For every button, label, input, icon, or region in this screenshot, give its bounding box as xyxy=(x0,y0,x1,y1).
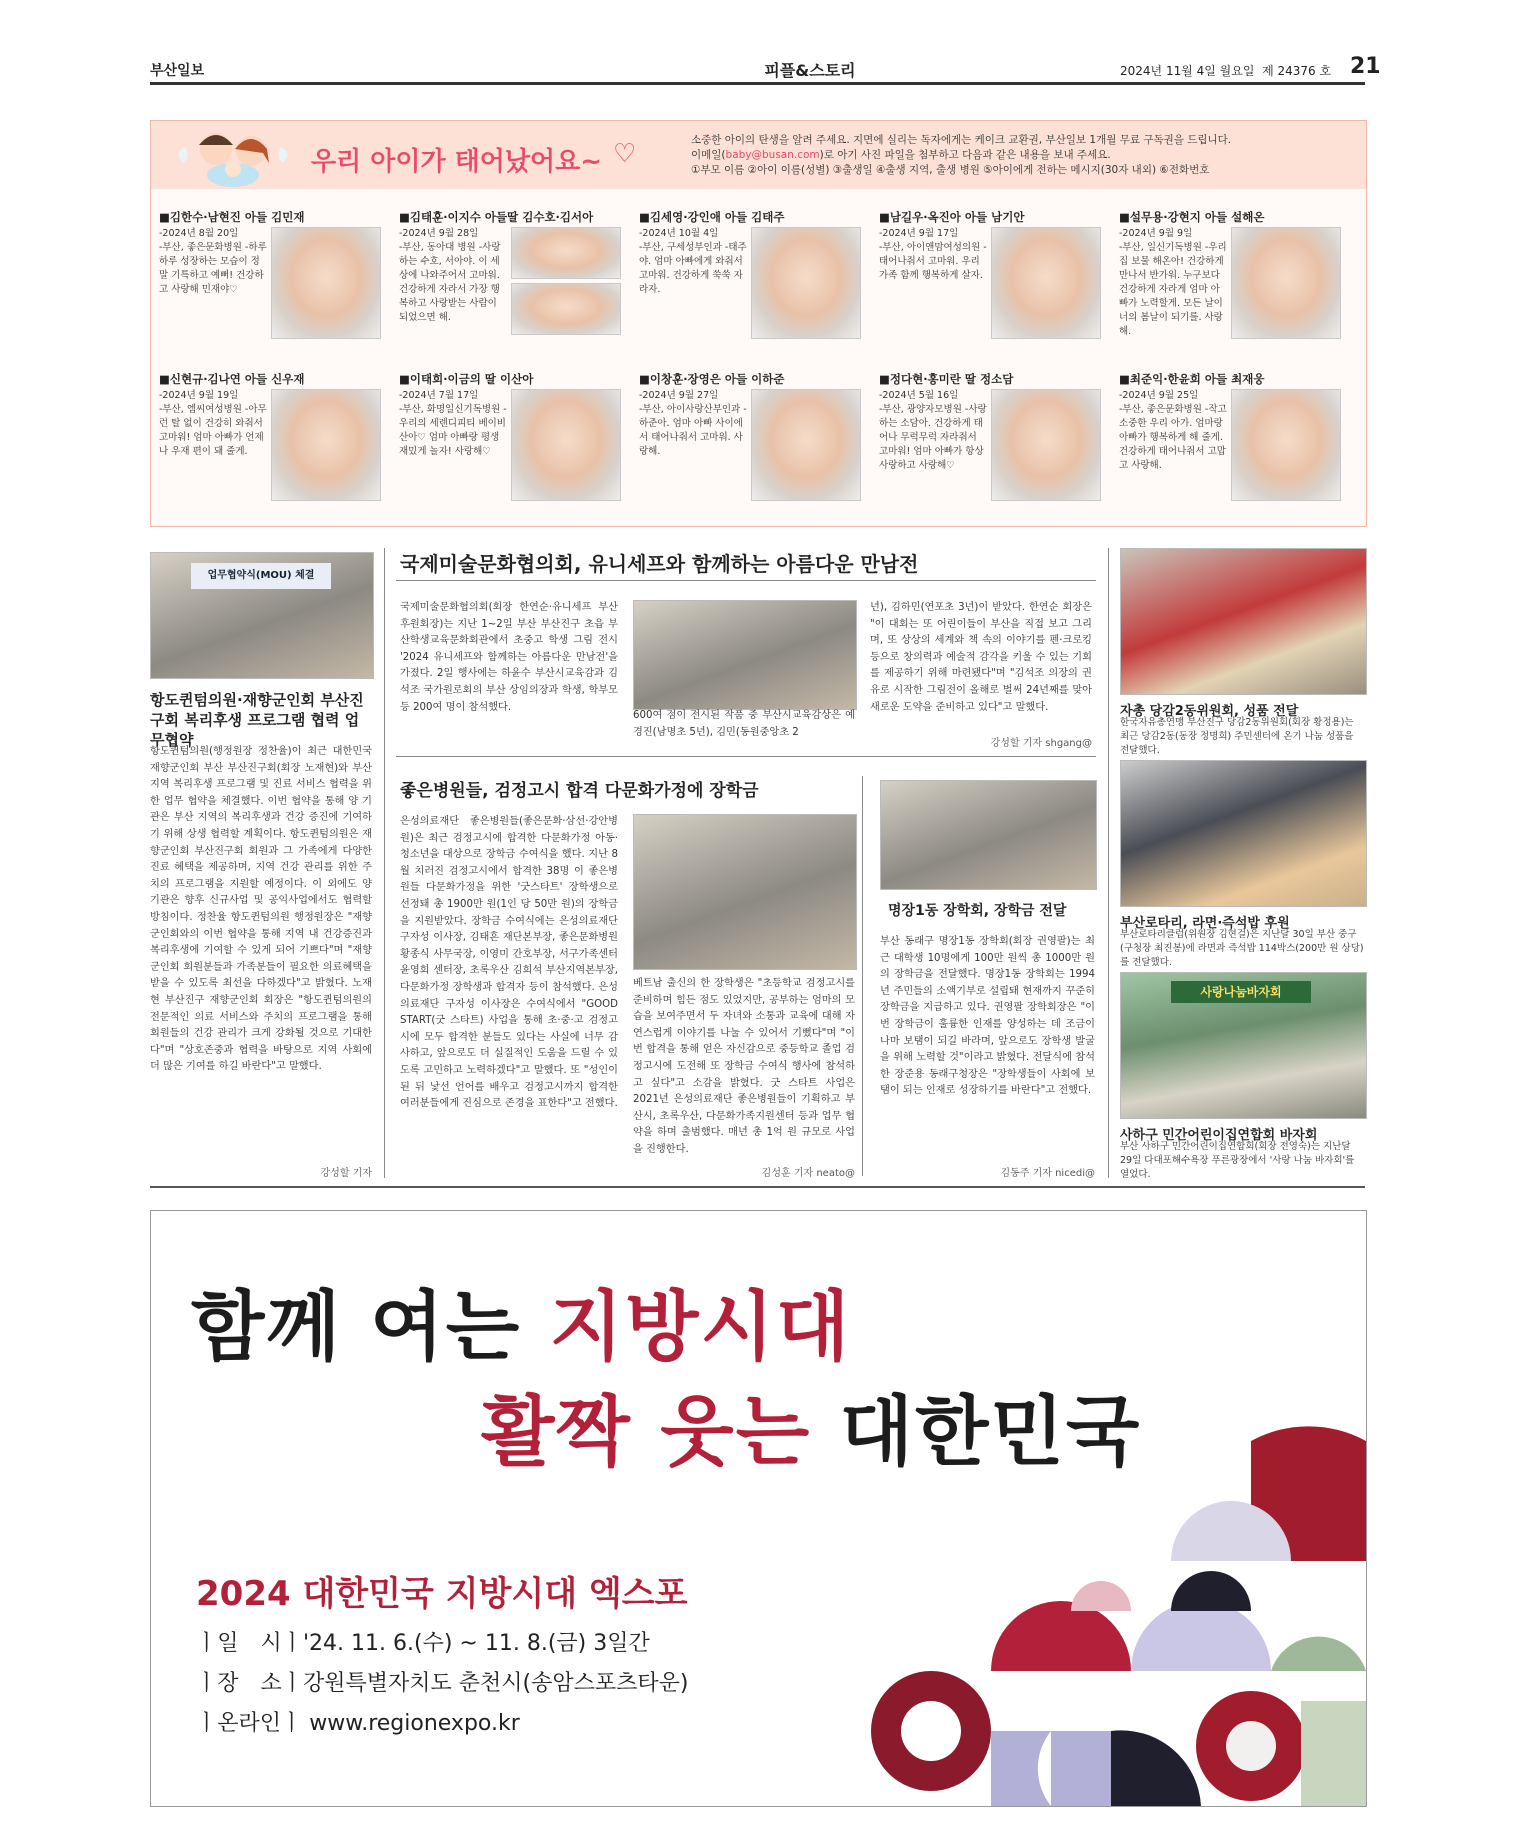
baby-card: ■이창훈·장영은 아들 이하준 -2024년 9월 27일 -부산, 아이사랑산부인과 -하준아. 엄마 아빠 사이에서 태어나줘서 고마워. 사랑해. xyxy=(639,371,869,519)
baby-photo xyxy=(991,389,1101,501)
masthead xyxy=(150,54,1381,85)
scholarship-byline: 김성훈 기자 neato@ xyxy=(761,1168,855,1179)
myeongjang-body: 부산 동래구 명장1동 장학회(회장 권영팔)는 최근 대학생 10명에게 100만 원씩 총 1000만 원의 장학금을 전달했다. 명장1동 장학회는 1994년 주민들의 소액기부로 설립돼 현재까지 꾸준히 장학금을 지급하고 있다. 권영팔 장학회장은 "이번 장학금이 훌륭한 인재를 양성하는 데 조금이나마 보탬이 되길 바라며, 앞으로도 장학생 발굴을 위해 노력할 것"이라고 밝혔다. 전달식에 참석한 장준용 동래구청장은 "장학생들이 사회에 보탬이 되는 인재로 성장하기를 바란다"고 전했다. xyxy=(880,936,1095,1097)
issue-date: 2024년 11월 4일 월요일 제 24376 호 xyxy=(1120,64,1332,78)
left-byline: 강성할 기자 xyxy=(320,1168,372,1179)
divider xyxy=(396,580,1096,581)
baby-card: ■신현규·김나연 아들 신우재 -2024년 9월 19일 -부산, 엠씨여성병원 -아무런 탈 없이 건강히 와줘서 고마워! 엄마 아빠가 언제나 우재 편이 돼 줄게. xyxy=(159,371,389,519)
baby-card: ■김태훈·이지수 아들딸 김수호·김서아 -2024년 9월 28일 -부산, 동아대 병원 -사랑하는 수호, 서아야. 이 세상에 나와주어서 고마워. 건강하게 자라서 가장 행복하고 사랑받는 사람이 되었으면 해. xyxy=(399,209,629,357)
baby-list xyxy=(159,209,1359,519)
right-photo-3: 사랑나눔바자회 xyxy=(1120,972,1367,1119)
baby-photo xyxy=(751,227,861,339)
section-divider xyxy=(150,1186,1365,1188)
birth-instructions: 소중한 아이의 탄생을 알려 주세요. 지면에 실리는 독자에게는 케이크 교환권, 부산일보 1개월 무료 구독권을 드립니다. 이메일(baby@busan.com)로 아기 사진 파일을 첨부하고 다음과 같은 내용을 보내 주세요. ①부모 이름 ②아이 이름(성별) ③출생일 ④출생 지역, 출생 병원 ⑤아이에게 전하는 메시지(30자 내외) ⑥전화번호 xyxy=(691,134,1232,176)
baby-card: ■이태희·이금의 딸 이산아 -2024년 7월 17일 -부산, 화명일신기독병원 -우리의 세렌디피티 베이비 산아♡ 엄마 아빠랑 평생 재밌게 놀자! 사랑해♡ xyxy=(399,371,629,519)
heart-icon: ♡ xyxy=(613,139,637,169)
right-title-2: 부산로타리, 라면·즉석밥 후원 xyxy=(1120,916,1290,931)
expo-pattern-graphic xyxy=(871,1401,1366,1806)
scholarship-photo xyxy=(633,814,857,970)
scholarship-body-1: 은성의료재단 좋은병원들(좋은문화·삼선·강안병원)은 최근 검정고시에 합격한 다문화가정 아동·청소년을 대상으로 장학금 수여식을 했다. 지난 8월 치러진 검정고시에서 합격한 38명 이 좋은병원들 다문화가정을 위한 '굿스타트' 장학생으로 선정돼 총 1900만 원(1인 당 50만 원)의 장학금을 지원받았다. 장학금 수여식에는 은성의료재단 구자성 이사장, 김태흔 재단본부장, 좋은문화병원 황종식 사무국장, 이영미 간호부장, 서구가족센터 윤영희 센터장, 초록우산 김희석 부산지역본부장, 다문화가정 장학생과 합격자 등이 참석했다. 은성의료재단 구자성 이사장은 수여식에서 "GOOD START(굿 스타트) 사업을 통해 초·중·고 검정고시에 모두 합격한 분들도 있다는 사실에 너무 감사하고, 앞으로도 더 실질적인 도움을 드릴 수 있도록 고민하고 노력하겠다"고 말했다. 또 "성인이 된 뒤 낯선 언어를 배우고 검정고시까지 합격한 여러분들에게 진심으로 존경을 표한다"고 전했다. xyxy=(400,816,618,1110)
art-caption: 600여 점이 전시된 작품 중 부산시교육감상은 예경진(남명초 5년), 김민(동원중앙초 2 xyxy=(633,710,855,738)
art-headline: 국제미술문화협의회, 유니세프와 함께하는 아름다운 만남전 xyxy=(400,552,919,576)
column-rule xyxy=(384,548,385,1178)
scholarship-headline: 좋은병원들, 검정고시 합격 다문화가정에 장학금 xyxy=(400,781,759,801)
ad-venue: ㅣ장 소ㅣ강원특별자치도 춘천시(송암스포츠타운) xyxy=(196,1671,689,1696)
baby-card: ■정다현·홍미란 딸 정소담 -2024년 5월 16일 -부산, 광양자모병원 -사랑하는 소담아. 건강하게 태어나 무럭무럭 자라줘서 고마워! 엄마 아빠가 항상 사랑하고 사랑해♡ xyxy=(879,371,1109,519)
myeongjang-photo xyxy=(880,780,1097,890)
left-headline: 항도퀸텀의원·재향군인회 부산진구회 복리후생 프로그램 협력 업무협약 xyxy=(150,691,364,749)
baby-card: ■최준익·한윤희 아들 최재웅 -2024년 9월 25일 -부산, 좋은문화병원 -작고 소중한 우리 아가. 엄마랑 아빠가 행복하게 해 줄게. 건강하게 태어나줘서 고맙고 사랑해. xyxy=(1119,371,1349,519)
baby-photo xyxy=(751,389,861,501)
art-byline: 강성할 기자 shgang@ xyxy=(990,738,1092,749)
paper-name: 부산일보 xyxy=(150,63,205,79)
ad-slogan-line-2: 활짝 웃는 대한민국 xyxy=(481,1387,1142,1476)
ad-slogan-line-1: 함께 여는 지방시대 xyxy=(191,1282,852,1371)
divider xyxy=(396,756,1096,757)
baby-photo xyxy=(991,227,1101,339)
right-caption-2: 부산로타리클럽(위원장 김현걸)은 지난달 30일 부산 중구(구청장 최진봉)에 라면과 즉석밥 114박스(200만 원 상당)를 전달했다. xyxy=(1120,929,1364,968)
birth-banner xyxy=(151,121,1366,189)
email-link[interactable]: baby@busan.com xyxy=(725,149,820,161)
right-title-3: 사하구 민간어린이집연합회 바자회 xyxy=(1120,1128,1318,1143)
birth-title: 우리 아이가 태어났어요~ xyxy=(311,147,603,177)
column-rule xyxy=(1108,548,1109,1178)
baby-photo xyxy=(1231,389,1341,501)
baby-photo xyxy=(511,283,621,335)
page-number: 21 xyxy=(1350,54,1381,79)
baby-photo xyxy=(1231,227,1341,339)
right-caption-3: 부산 사하구 민간어린이집연합회(회장 전영숙)는 지난달 29일 다대포해수욕장 푸른광장에서 '사랑 나눔 바자회'를 열었다. xyxy=(1120,1141,1355,1180)
baby-card: ■김세영·강인애 아들 김태주 -2024년 10월 4일 -부산, 구세성부인과 -태주야. 엄마 아빠에게 와줘서 고마워. 건강하게 쑥쑥 자라자. xyxy=(639,209,869,357)
right-title-1: 자총 당감2동위원회, 성품 전달 xyxy=(1120,704,1299,719)
art-body-2: 년), 김하민(연포초 3년)이 받았다. 한연순 회장은 "이 대회는 또 어린이들이 부산을 직접 보고 그리며, 또 상상의 세계와 책 속의 이야기를 펜·크로킹 등으로 창의력과 예술적 감각을 키울 수 있는 기회를 제공하기 위해 마련됐다"며 "김석조 의장의 권유로 시작한 그림전이 올해로 벌써 24년째를 맞아 새로운 도약을 준비하고 있다"고 말했다. xyxy=(870,602,1092,713)
scholarship-body-2: 베트남 출신의 한 장학생은 "초등학교 검정고시를 준비하며 힘든 점도 있었지만, 공부하는 엄마의 모습을 보여주면서 두 자녀와 소통과 교육에 대해 자연스럽게 이야기를 나눌 수 있어서 기뻤다"며 "이번 합격을 통해 얻은 자신감으로 중등학교 졸업 검정고시에 도전해 또 장학금 수여식 행사에 참석하고 싶다"고 소감을 밝혔다. 굿 스타트 사업은 2021년 은성의료재단 좋은병원들이 기획하고 부산시, 초록우산, 다문화가족지원센터 등과 업무 협약을 하며 출범했다. 매년 총 1억 원 규모로 사업을 진행한다. xyxy=(633,978,855,1155)
baby-photo xyxy=(511,389,621,501)
baby-photo xyxy=(271,389,381,501)
left-article-body: 항도퀸텀의원(행정원장 정찬율)이 최근 대한민국 재향군인회 부산 부산진구회(회장 노재현)와 부산 지역 복리후생 프로그램 및 진료 서비스 협력을 위한 업무 협약을 체결했다. 이번 협약을 통해 양 기관은 부산 지역의 복리후생과 건강 증진에 기여하기 위해 상생 협력할 계획이다. 항도퀸텀의원은 재향군인회 부산진구회 회원과 그 가족에게 다양한 진료 혜택을 제공하며, 지역 건강 관리를 위한 주치의 프로그램을 지원할 예정이다. 이 외에도 양 기관은 향후 신규사업 및 공익사업에서도 협력할 방침이다. 정찬율 항도퀸텀의원 행정원장은 "재향군인회와의 이번 협약을 통해 지역 내 건강증진과 복리후생에 기여할 수 있게 되어 기쁘다"며 "재향군인회 회원분들과 가족분들이 필요한 의료혜택을 받을 수 있도록 최선을 다하겠다"고 밝혔다. 노재현 부산진구 재향군인회 회장은 "항도퀸텀의원의 전문적인 의료 서비스와 주치의 프로그램을 통해 회원들의 건강 관리가 크게 강화될 것으로 기대한다"며 "상호존중과 협력을 바탕으로 지역 사회에 더 많은 기여를 하길 바란다"고 말했다. xyxy=(150,746,372,1073)
baby-card: ■김한수·남현진 아들 김민재 -2024년 8월 20일 -부산, 좋은문화병원 -하루하루 성장하는 모습이 정말 기특하고 예뻐! 건강하고 사랑해 민재야♡ xyxy=(159,209,389,357)
birth-announcements xyxy=(150,120,1367,527)
expo-advertisement xyxy=(150,1210,1367,1807)
right-photo-2 xyxy=(1120,760,1367,907)
art-body-1: 국제미술문화협의회(회장 한연순·유니세프 부산 후원회장)는 지난 1~2일 부산 부산진구 초읍 부산학생교육문화회관에서 초중고 학생 그림 전시 '2024 유니세프와 함께하는 아름다운 만남전'을 가졌다. 2일 행사에는 하윤수 부산시교육감과 김석조 국가원로회의 부산 상임의장과 학생, 학부모 등 200여 명이 참석했다. xyxy=(400,602,618,713)
baby-photo xyxy=(511,227,621,279)
myeongjang-headline: 명장1동 장학회, 장학금 전달 xyxy=(888,903,1067,919)
baby-photo xyxy=(271,227,381,339)
ad-website[interactable]: ㅣ온라인ㅣ www.regionexpo.kr xyxy=(196,1711,520,1736)
section-title: 피플&스토리 xyxy=(764,61,856,80)
baby-card: ■설무용·강현지 아들 설해온 -2024년 9월 9일 -부산, 일신기독병원 -우리집 보물 해온아! 건강하게 만나서 반가워. 누구보다 건강하게 자라게 엄마 아빠가 노력할게. 모든 날이 너의 봄날이 되기를. 사랑해. xyxy=(1119,209,1349,357)
mou-photo: 업무협약식(MOU) 체결 xyxy=(150,552,374,679)
art-photo xyxy=(633,600,857,710)
ad-dates: ㅣ일 시ㅣ'24. 11. 6.(수) ~ 11. 8.(금) 3일간 xyxy=(196,1631,650,1656)
column-rule xyxy=(862,776,863,1176)
ad-title: 2024 대한민국 지방시대 엑스포 xyxy=(196,1574,688,1614)
right-photo-1 xyxy=(1120,548,1367,695)
baby-card: ■남길우·옥진아 아들 남기안 -2024년 9월 17일 -부산, 아이앤맘여성의원 -태어나줘서 고마워. 우리 가족 함께 행복하게 살자. xyxy=(879,209,1109,357)
babies-illustration-icon xyxy=(171,123,291,187)
right-caption-1: 한국자유총연맹 부산진구 당감2동위원회(회장 황정용)는 최근 당감2동(동장 정명희) 주민센터에 온기 나눔 성품을 전달했다. xyxy=(1120,717,1354,756)
myeongjang-byline: 김동주 기자 nicedi@ xyxy=(1000,1168,1095,1179)
